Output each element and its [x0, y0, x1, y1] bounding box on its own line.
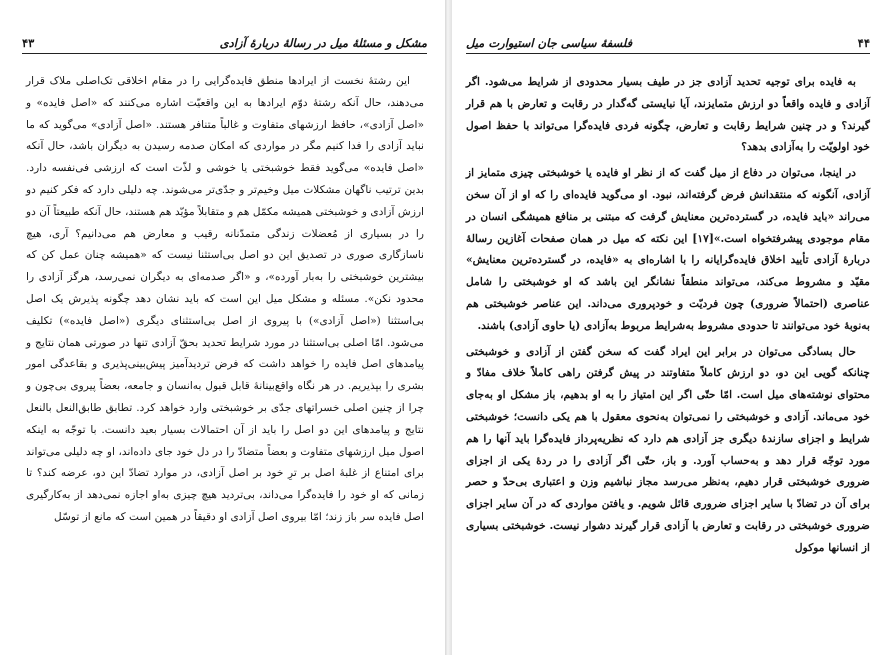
page-number: ۴۳ [22, 36, 35, 50]
book-gutter [445, 0, 452, 655]
header-rule [466, 53, 870, 54]
paragraph: حال بسادگی می‌توان در برابر این ایراد گفت که سخن گفتن از آزادی و خوشبختی چنانکه گویی این دو، دو ارزش کاملاً متفاوتند در پیش گرفتن راهی کاملاً خلاف مفادّ و محتوای نوشته‌های میل است. امّا حتّی اگر این امتیاز را به او بدهیم، باز مشکل او به‌جای خود می‌ماند. آزادی و خوشبختی را نمی‌توان به‌نحوی معقول با هم یکی دانست؛ خوشبختی شرایط و اجزای سازندهٔ دیگری جز آزادی هم دارد که نظریه‌پرداز فایده‌گرا باید آنها را هم مورد توجّه قرار دهد و به‌حساب آورد. و باز، حتّی اگر آزادی را در ردهٔ یکی از اجزای ضروری خوشبختی قرار دهیم، به‌نظر می‌رسد مجاز نباشیم وزن و اعتباری بی‌حدّ و حصر برای آن در تضادّ با سایر اجزای ضروری قائل شویم. و یافتن مواردی که در آن سایر اجزای ضروری خوشبختی در رقابت و تعارض با آزادی قرار گیرند دشوار نیست. خوشبختی بسیاری از انسانها موکول [466, 344, 871, 554]
paragraph: در اینجا، می‌توان در دفاع از میل گفت که از نظر او فایده یا خوشبختی چیزی متمایز از آزادی، آنگونه که منتقدانش فرض گرفته‌اند، نبود. او می‌گوید فایده‌ای را که او از آن سخن می‌راند «باید فایده، در گسترده‌ترین معنایش گرفت که مبتنی بر منافع همیشگی انسان در مقام موجودی پیشرفتخواه است.»[۱۷] این نکته که میل در همان صفحات آغازین رسالهٔ دربارهٔ آزادی تأیید اخلاق فایده‌گرایانه را با اشاره‌ای به «فایده، در گسترده‌ترین معنایش» مقیّد و مشروط می‌کند، می‌تواند منطقاً نشانگر این باشد که او خوشبختی را شامل عناصری (احتمالاً ضروری) چون فردیّت و خودپروری می‌داند. این عناصر خوشبختی هم به‌نوبهٔ خود می‌توانند تا حدودی مشروط به‌شرایط مربوط به‌آزادی (یا حاوی آزادی) باشند. [466, 166, 870, 332]
right-page-header [466, 36, 870, 54]
running-title: فلسفهٔ سیاسی جان استیوارت میل [466, 36, 633, 50]
right-page-body [466, 71, 870, 559]
page-number: ۴۴ [857, 36, 870, 50]
paragraph: این رشتهٔ نخست از ایرادها منطق فایده‌گرایی را در مقام اخلاقی تک‌اصلی ملاک قرار می‌دهند، حال آنکه رشتهٔ دوّم ایرادها به این واقعیّت اشاره می‌کنند که «اصل فایده» و «اصل آزادی»، حافظ ارزشهای متفاوت و غالباً متنافر هستند. «اصل آزادی» می‌گوید که ما نباید آزادی را فدا کنیم مگر در مواردی که امکان صدمه رسیدن به دیگران باشد، حال آنکه «اصل فایده» می‌گوید فقط خوشبختی یا خوشی و لذّت است که ارزشی فی‌نفسه دارد. بدین ترتیب ناگهان مشکلات میل وخیم‌تر و جدّی‌تر می‌شوند. چه دلیلی دارد که فکر کنیم دو ارزش آزادی و خوشبختی همیشه مکمّل هم و متقابلاً مؤیّد هم هستند، حال آنکه طبیعتاً آن دو را در بسیاری از مُعضلات زندگی متمدّنانه رقیب و معارض هم می‌دانیم؟ آری، هیچ ناسازگاری صوری در تصدیق این دو اصل بی‌استثنا نیست که «همیشه چنان عمل کن که بیشترین خوشبختی را به‌بار آورده»، و «اگر صدمه‌ای به دیگران نمی‌رسد، هرگز آزادی را محدود نکن». مسئله و مشکل میل این است که باید نشان دهد چگونه پذیرش یک اصل بی‌استثنا («اصل آزادی») با پیروی از اصل بی‌استثنای دیگری («اصل فایده») تکلیف می‌شود. امّا اصلی بی‌استثنا در مورد شرایط تحدید بحقّ آزادی تنها در صورتی همان نتایج و پیامدهای اصل فایده را خواهد داشت که فرض تردیدآمیز پیش‌بینی‌پذیری و بقاعدگی امور بشری را بپذیریم. در هر نگاه واقع‌بینانهٔ قابل قبول به‌انسان و جامعه، بعضاً پیروی بی‌چون و چرا از چنین اصلی خسراتهای جدّی بر خوشبختی وارد خواهد کرد. تطابق طابق‌النعل بالنعل نتایج و پیامدهای این دو اصل را باید از آن احتمالات بسیار بعید دانست. با توجّه به اینکه اصول میل ارزشهای متفاوت و بعضاً متضادّ را در دل خود جای داده‌اند، او چه دلیلی می‌تواند برای امتناع از غلبهٔ اصل بر ترِ خود بر اصل آزادی، در موارد تضادّ این دو، عرضه کند؟ تا زمانی که او خود را فایده‌گرا می‌داند، بی‌تردید هیچ چیزی به‌او اجازه نمی‌دهد از به‌کارگیری اصل فایده سر باز زند؛ امّا بیروی اصل آزادی او دقیقاً در همین است که مانع از توسّل [26, 75, 424, 523]
left-page-body [26, 71, 424, 529]
header-rule [22, 53, 427, 54]
right-page [452, 0, 887, 655]
paragraph: به فایده برای توجیه تحدید آزادی جز در طیف بسیار محدودی از شرایط می‌شود. اگر آزادی و فایده واقعاً دو ارزش متمایزند، آیا نبایستی گه‌گدار در رقابت و تعارض با هم قرار گیرند؟ و در چنین شرایط رقابت و تعارض، چگونه فردی فایده‌گرا می‌تواند با حفظ اصول خود اولویّت را به‌آزادی بدهد؟ [466, 75, 870, 154]
running-title: مشکل و مسئلهٔ میل در رسالهٔ دربارهٔ آزادی [219, 36, 427, 50]
left-page-header [22, 36, 427, 54]
